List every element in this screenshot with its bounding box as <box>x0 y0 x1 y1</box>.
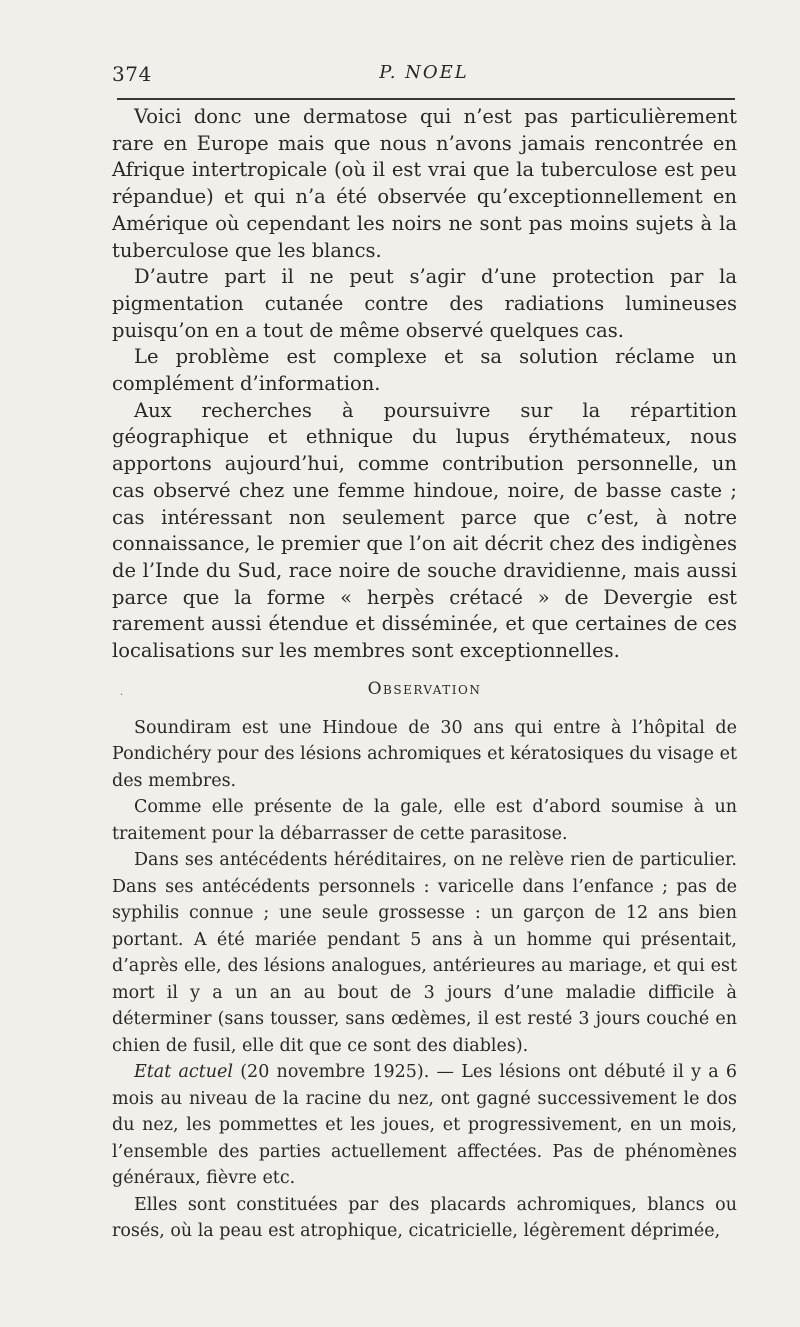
margin-dot: · <box>120 690 124 701</box>
paragraph-observation-1: Soundiram est une Hindoue de 30 ans qui entre à l’hôpital de Pondichéry pour des lésions achromiques et kératosiques du visage et des membres. <box>112 717 737 791</box>
page-number: 374 <box>112 62 152 86</box>
paragraph-etat-actuel <box>112 1059 737 1192</box>
paragraph-observation-last: Elles sont constituées par des placards achromiques, blancs ou rosés, où la peau est atrophique, cicatricielle, légèrement déprimée, <box>112 1194 737 1242</box>
section-title-observation: Observation <box>367 678 482 699</box>
paragraph-intro-3: Le problème est complexe et sa solution réclame un complément d’information. <box>112 345 737 396</box>
page-header <box>112 58 736 88</box>
paragraph-intro-4: Aux recherches à poursuivre sur la répartition géographique et ethnique du lupus érythémateux, nous apportons aujourd’hui, comme contribution personnelle, un cas observé chez une femme hindoue, noire, de basse caste ; cas intéressant non seulement parce que c’est, à notre connaissance, le premier que l’on ait décrit chez des indigènes de l’Inde du Sud, race noire de souche dravidienne, mais aussi parce que la forme « herpès crétacé » de Devergie est rarement aussi étendue et disséminée, et que certaines de ces localisations sur les membres sont exceptionnelles. <box>112 398 737 663</box>
running-head: P. NOEL <box>379 62 469 83</box>
header-rule <box>117 98 735 100</box>
etat-actuel-label: Etat actuel <box>134 1062 233 1083</box>
paragraph-observation-2: Comme elle présente de la gale, elle est d’abord soumise à un traitement pour la débarrasser de cette parasitose. <box>112 797 737 844</box>
etat-actuel-text: (20 novembre 1925). — Les lésions ont débuté il y a 6 mois au niveau de la racine du nez, ont gagné successivement le dos du nez, les pommettes et les joues, et progressivement, en un mois, l’ensemble des parties actuellement affectées. Pas de phénomènes généraux, fièvre etc. <box>112 1062 738 1189</box>
body-text <box>112 104 737 1245</box>
paragraph-intro-1: Voici donc une dermatose qui n’est pas particulièrement rare en Europe mais que nous n’avons jamais rencontrée en Afrique intertropicale (où il est vrai que la tuberculose est peu répandue) et qui n’a été observée qu’exceptionnellement en Amérique où cependant les noirs ne sont pas moins sujets à la tuberculose que les blancs. <box>112 105 737 262</box>
paragraph-observation-3: Dans ses antécédents héréditaires, on ne relève rien de particulier. Dans ses antécédents personnels : varicelle dans l’enfance ; pas de syphilis connue ; une seule grossesse : un garçon de 12 ans bien portant. A été mariée pendant 5 ans à un homme qui présentait, d’après elle, des lésions analogues, antérieures au mariage, et qui est mort il y a un an au bout de 3 jours d’une maladie difficile à déterminer (sans tousser, sans œdèmes, il est resté 3 jours couché en chien de fusil, elle dit que ce sont des diables). <box>112 850 737 1056</box>
paragraph-intro-2: D’autre part il ne peut s’agir d’une protection par la pigmentation cutanée contre des radiations lumineuses puisqu’on en a tout de même observé quelques cas. <box>112 265 737 342</box>
